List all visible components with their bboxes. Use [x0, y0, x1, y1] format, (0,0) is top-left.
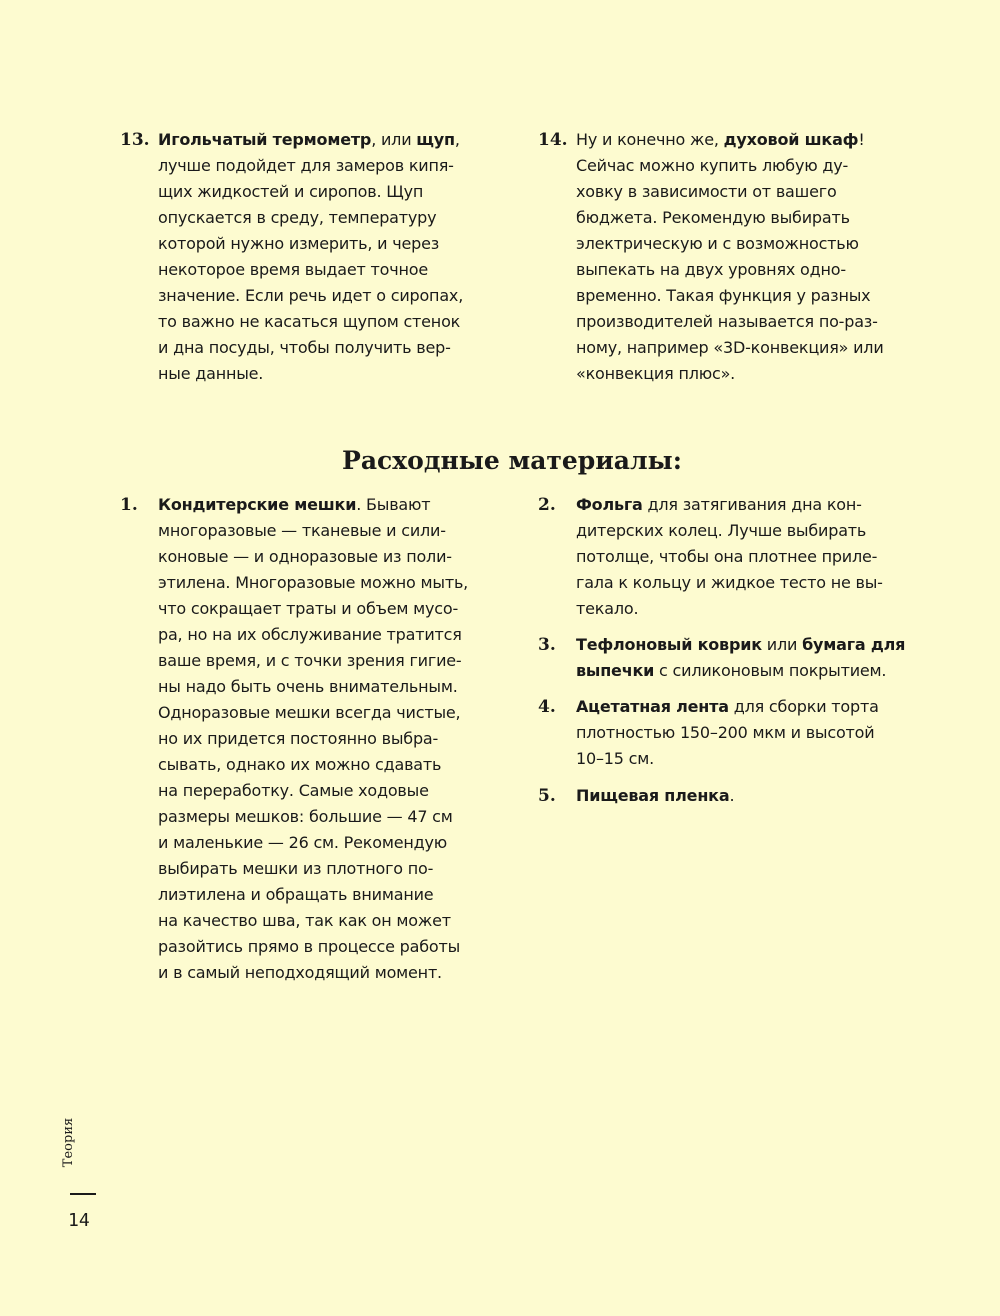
- bold-term: Пищевая пленка: [576, 786, 730, 805]
- text-line: [158, 726, 528, 752]
- item-number: 3.: [538, 635, 556, 655]
- text-span: разойтись прямо в процессе работы: [158, 937, 461, 956]
- text-span: электрическую и с возможностью: [576, 234, 859, 253]
- text-line: [576, 309, 946, 335]
- text-line: [158, 830, 528, 856]
- text-line: [576, 361, 946, 387]
- text-span: текало.: [576, 599, 639, 618]
- text-span: выпекать на двух уровнях одно-: [576, 260, 846, 279]
- text-line: [576, 179, 946, 205]
- text-line: [576, 205, 946, 231]
- text-span: на качество шва, так как он может: [158, 911, 451, 930]
- text-span: размеры мешков: большие — 47 см: [158, 807, 453, 826]
- text-line: [158, 283, 528, 309]
- text-line: [158, 361, 528, 387]
- text-line: [576, 694, 946, 720]
- text-line: [576, 783, 946, 809]
- text-line: [158, 622, 528, 648]
- text-line: [576, 153, 946, 179]
- list-item-1: [120, 492, 528, 986]
- text-span: для затягивания дна кон-: [642, 495, 862, 514]
- bold-term: бумага для: [802, 635, 906, 654]
- text-span: !: [858, 130, 865, 149]
- text-line: [158, 700, 528, 726]
- text-span: которой нужно измерить, и через: [158, 234, 440, 253]
- text-span: потолще, чтобы она плотнее приле-: [576, 547, 878, 566]
- text-line: [576, 518, 946, 544]
- text-line: [576, 544, 946, 570]
- text-line: [158, 648, 528, 674]
- text-span: Сейчас можно купить любую ду-: [576, 156, 849, 175]
- text-line: [576, 632, 946, 658]
- bold-term: Фольга: [576, 495, 643, 514]
- bold-term: выпечки: [576, 661, 655, 680]
- page-number: 14: [68, 1210, 90, 1231]
- bold-term: Кондитерские мешки: [158, 495, 357, 514]
- text-span: «конвекция плюс».: [576, 364, 736, 383]
- text-span: коновые — и одноразовые из поли-: [158, 547, 452, 566]
- text-span: ны надо быть очень внимательным.: [158, 677, 458, 696]
- item-number: 5.: [538, 786, 556, 806]
- section-title: Расходные материалы:: [342, 446, 682, 475]
- text-line: [576, 283, 946, 309]
- running-header: [61, 1110, 104, 1180]
- text-line: [158, 127, 528, 153]
- text-line: [576, 492, 946, 518]
- text-span: ные данные.: [158, 364, 264, 383]
- text-span: опускается в среду, температуру: [158, 208, 437, 227]
- divider: [70, 1193, 96, 1195]
- list-item-13: [120, 127, 528, 387]
- bold-term: Ацетатная лента: [576, 697, 729, 716]
- text-span: ра, но на их обслуживание тратится: [158, 625, 462, 644]
- text-line: [158, 856, 528, 882]
- text-span: плотностью 150–200 мкм и высотой: [576, 723, 875, 742]
- text-span: гала к кольцу и жидкое тесто не вы-: [576, 573, 883, 592]
- bold-term: духовой шкаф: [723, 130, 859, 149]
- list-item-4: [538, 694, 946, 772]
- list-item-5: [538, 783, 946, 809]
- text-line: [158, 804, 528, 830]
- text-line: [158, 934, 528, 960]
- bold-term: Тефлоновый коврик: [576, 635, 762, 654]
- text-line: [576, 257, 946, 283]
- text-line: [576, 127, 946, 153]
- text-span: . Бывают: [356, 495, 431, 514]
- text-line: [158, 544, 528, 570]
- text-span: с силиконовым покрытием.: [654, 661, 887, 680]
- text-span: .: [729, 786, 735, 805]
- text-span: , или: [371, 130, 417, 149]
- text-line: [158, 335, 528, 361]
- text-span: Ну и конечно же,: [576, 130, 724, 149]
- section-label: Теория: [61, 1117, 77, 1168]
- text-line: [576, 658, 946, 684]
- text-line: [576, 231, 946, 257]
- text-line: [158, 882, 528, 908]
- list-item-2: [538, 492, 946, 622]
- text-line: [158, 778, 528, 804]
- text-span: щих жидкостей и сиропов. Щуп: [158, 182, 424, 201]
- text-span: ному, например «3D-конвекция» или: [576, 338, 884, 357]
- text-span: дитерских колец. Лучше выбирать: [576, 521, 867, 540]
- text-line: [158, 752, 528, 778]
- list-item-3: [538, 632, 946, 684]
- text-span: 10–15 см.: [576, 749, 654, 768]
- text-line: [576, 570, 946, 596]
- text-span: ваше время, и с точки зрения гигие-: [158, 651, 462, 670]
- text-line: [158, 492, 528, 518]
- text-span: производителей называется по-раз-: [576, 312, 878, 331]
- item-number: 1.: [120, 495, 138, 515]
- text-line: [158, 257, 528, 283]
- item-number: 2.: [538, 495, 556, 515]
- text-line: [576, 335, 946, 361]
- text-span: сывать, однако их можно сдавать: [158, 755, 442, 774]
- text-line: [158, 231, 528, 257]
- text-line: [158, 960, 528, 986]
- text-span: для сборки торта: [728, 697, 879, 716]
- item-number: 4.: [538, 697, 556, 717]
- text-span: на переработку. Самые ходовые: [158, 781, 429, 800]
- text-span: что сокращает траты и объем мусо-: [158, 599, 459, 618]
- text-span: ховку в зависимости от вашего: [576, 182, 837, 201]
- text-span: и маленькие — 26 см. Рекомендую: [158, 833, 448, 852]
- item-number: 13.: [120, 130, 150, 150]
- text-span: Одноразовые мешки всегда чистые,: [158, 703, 461, 722]
- text-span: временно. Такая функция у разных: [576, 286, 871, 305]
- text-line: [158, 570, 528, 596]
- text-line: [158, 309, 528, 335]
- text-span: то важно не касаться щупом стенок: [158, 312, 461, 331]
- text-line: [158, 518, 528, 544]
- text-span: некоторое время выдает точное: [158, 260, 428, 279]
- text-span: ,: [454, 130, 460, 149]
- text-span: выбирать мешки из плотного по-: [158, 859, 434, 878]
- text-span: многоразовые — тканевые и сили-: [158, 521, 446, 540]
- text-span: или: [761, 635, 803, 654]
- text-line: [158, 908, 528, 934]
- text-line: [158, 153, 528, 179]
- text-line: [576, 746, 946, 772]
- text-line: [576, 596, 946, 622]
- text-line: [576, 720, 946, 746]
- text-line: [158, 596, 528, 622]
- text-span: лучше подойдет для замеров кипя-: [158, 156, 454, 175]
- list-item-14: [538, 127, 946, 387]
- item-number: 14.: [538, 130, 568, 150]
- text-span: и дна посуды, чтобы получить вер-: [158, 338, 451, 357]
- text-span: и в самый неподходящий момент.: [158, 963, 442, 982]
- bold-term: Игольчатый термометр: [158, 130, 372, 149]
- text-line: [158, 205, 528, 231]
- text-span: но их придется постоянно выбра-: [158, 729, 439, 748]
- text-span: значение. Если речь идет о сиропах,: [158, 286, 464, 305]
- text-line: [158, 179, 528, 205]
- text-span: бюджета. Рекомендую выбирать: [576, 208, 850, 227]
- text-line: [158, 674, 528, 700]
- bold-term: щуп: [416, 130, 455, 149]
- text-span: этилена. Многоразовые можно мыть,: [158, 573, 469, 592]
- text-span: лиэтилена и обращать внимание: [158, 885, 434, 904]
